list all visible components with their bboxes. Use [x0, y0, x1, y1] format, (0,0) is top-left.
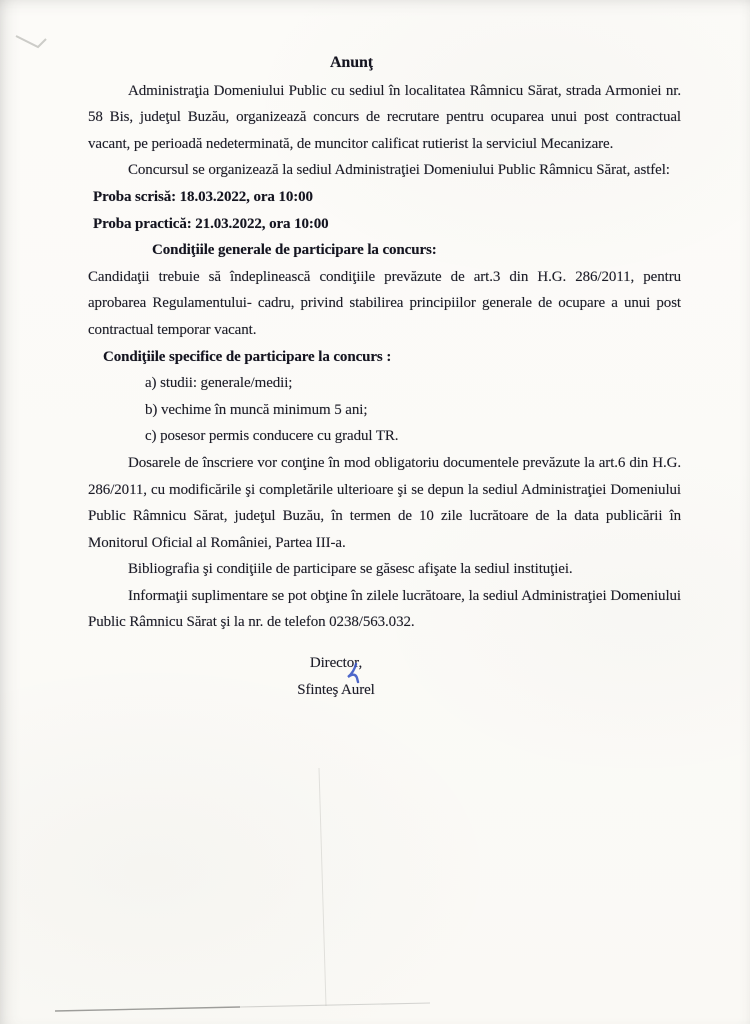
requirements-list — [88, 370, 681, 450]
signature-block — [246, 650, 426, 703]
bottom-fold-line-dark — [55, 1007, 240, 1011]
bibliography-paragraph: Bibliografia şi condiţiile de participare se găsesc afişate la sediul instituţiei. — [128, 561, 573, 578]
requirement-item-c: c) posesor permis conducere cu gradul TR. — [145, 428, 399, 445]
bottom-fold-line-faint — [240, 1003, 430, 1007]
practical-exam-line: Proba practică: 21.03.2022, ora 10:00 — [93, 215, 329, 232]
specific-conditions-heading: Condiţiile specifice de participare la concurs : — [103, 348, 392, 365]
organizer-paragraph: Concursul se organizează la sediul Administraţiei Domeniului Public Râmnicu Sărat, astfel: — [128, 162, 670, 179]
vertical-crease-line — [319, 768, 326, 1006]
signature-name: Sfinteş Aurel — [297, 681, 375, 698]
application-files-paragraph: Dosarele de înscriere vor conţine în mod obligatoriu documentele prevăzute la art.6 din H.G. 286/2011, cu modificările şi completările ulterioare şi se depun la sediul Administraţiei Domeniului Public Râmnicu Sărat, judeţul Buzău, în termen de 10 zile lucrătoare de la data publicării în Monitorul Oficial al României, Partea III-a. — [88, 454, 681, 551]
general-conditions-heading: Condiţiile generale de participare la concurs: — [152, 242, 437, 259]
additional-info-paragraph: Informaţii suplimentare se pot obţine în zilele lucrătoare, la sediul Administraţiei Domeniului Public Râmnicu Sărat şi la nr. de telefon 0238/563.032. — [88, 587, 681, 631]
top-left-fold-mark — [16, 36, 46, 47]
document-body — [88, 50, 681, 703]
requirement-item-b: b) vechime în muncă minimum 5 ani; — [145, 401, 368, 418]
intro-paragraph: Administraţia Domeniului Public cu sediul în localitatea Râmnicu Sărat, strada Armoniei nr. 58 Bis, judeţul Buzău, organizează concurs de recrutare pentru ocuparea unui post contractual vacant, pe perioadă nedeterminată, de muncitor calificat rutierist la serviciul Mecanizare. — [88, 82, 681, 152]
requirement-item-a: a) studii: generale/medii; — [145, 375, 293, 392]
written-exam-line: Proba scrisă: 18.03.2022, ora 10:00 — [93, 188, 313, 205]
signature-role: Director, — [309, 655, 363, 672]
general-conditions-paragraph: Candidaţii trebuie să îndeplinească condiţiile prevăzute de art.3 din H.G. 286/2011, pentru aprobarea Regulamentului- cadru, privind stabilirea principiilor generale de ocupare a unui post contractual temporar vacant. — [88, 268, 681, 338]
document-title: Anunţ — [329, 54, 374, 71]
